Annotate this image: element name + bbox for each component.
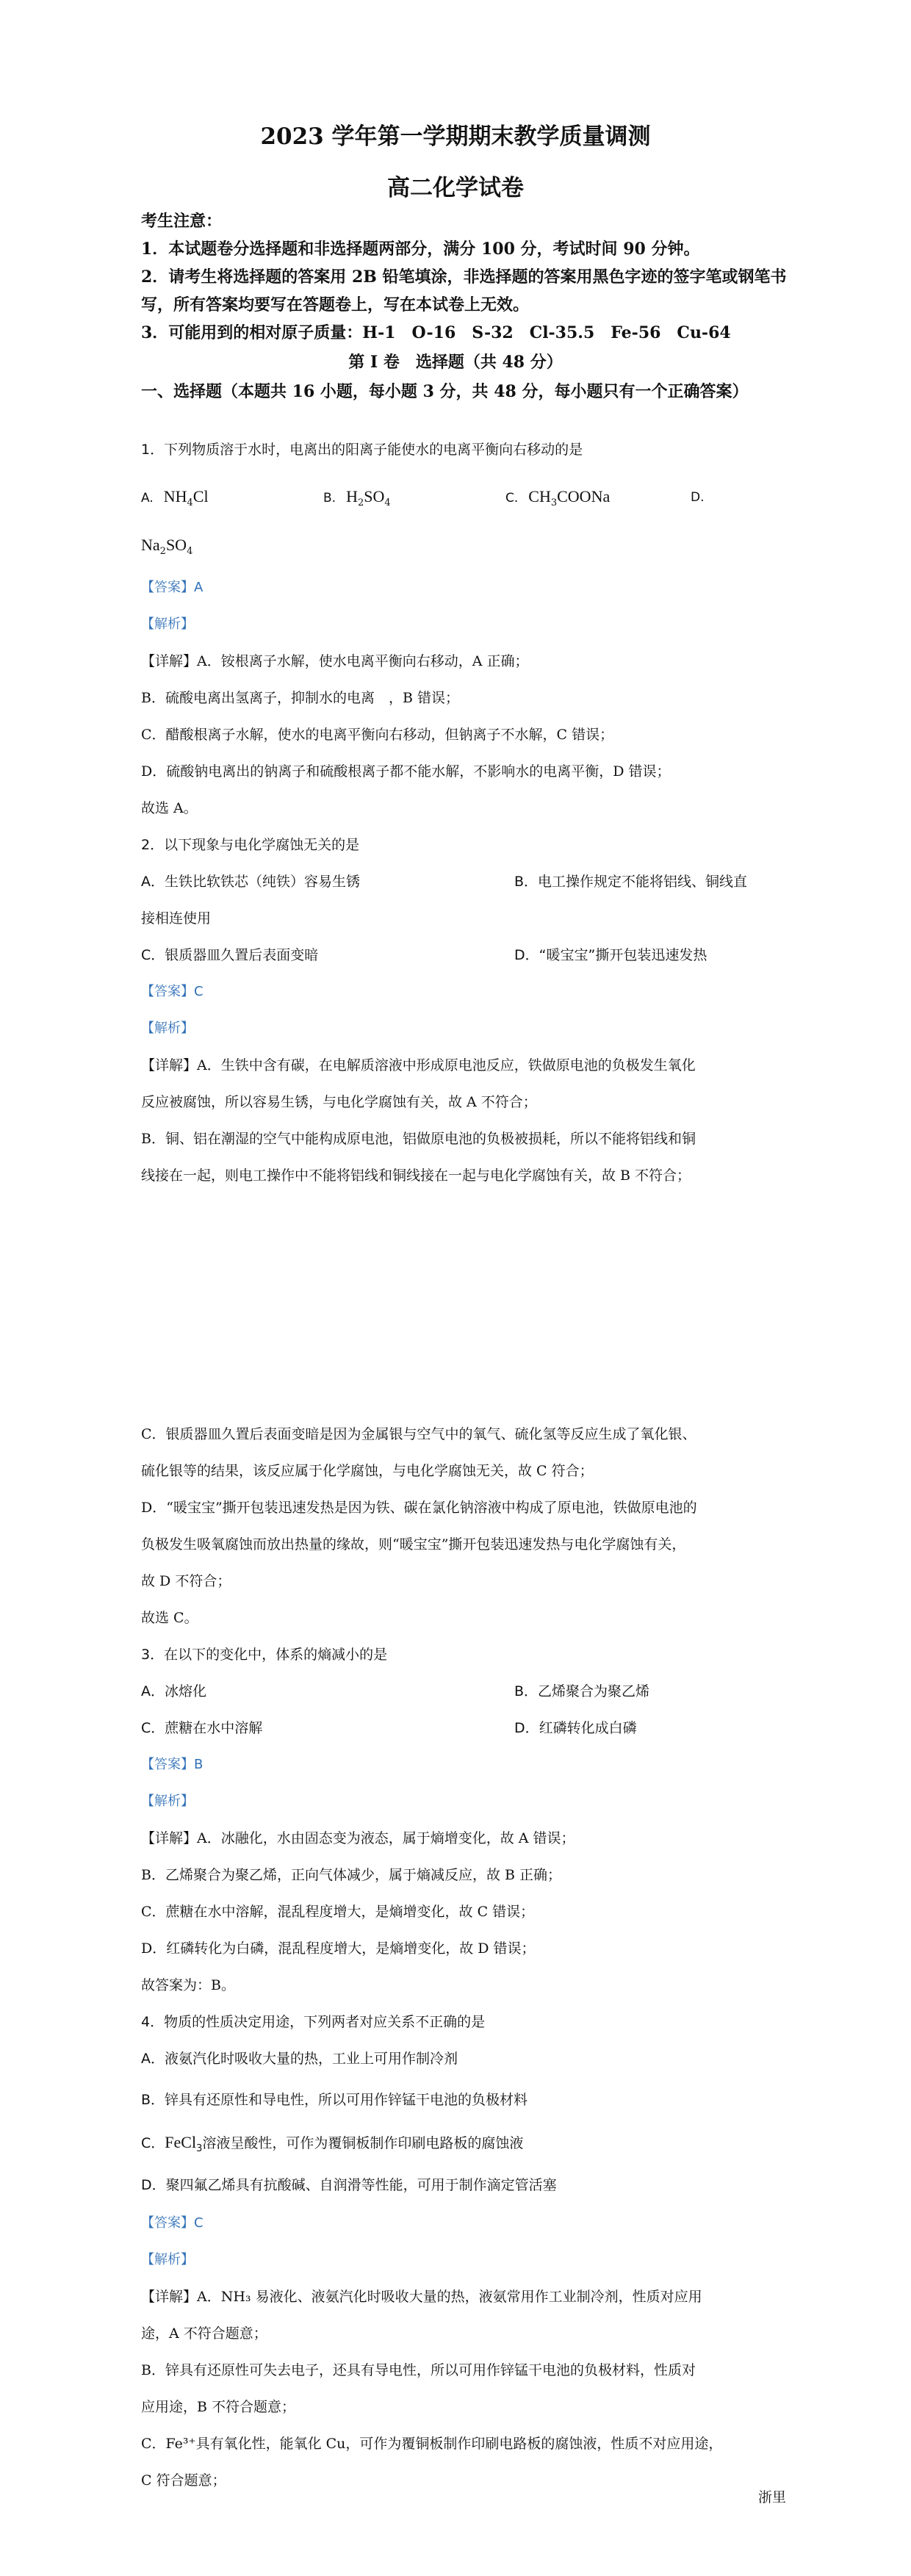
- q2-detail-1b: 反应被腐蚀，所以容易生锈，与电化学腐蚀有关，故 A 不符合；: [141, 1094, 537, 1110]
- q2-detail-4c: 故 D 不符合；: [141, 1573, 231, 1589]
- q4-detail-3b: C 符合题意；: [141, 2472, 226, 2489]
- q1-detail-2: B．硫酸电离出氢离子，抑制水的电离 ，B 错误；: [141, 690, 459, 706]
- notice-item-2: 2．请考生将选择题的答案用 2B 铅笔填涂，非选择题的答案用黑色字迹的签字笔或钢笔书写，所有答案均要写在答题卷上，写在本试卷上无效。: [141, 267, 787, 314]
- q3-stem: 3．在以下的变化中，体系的熵减小的是: [141, 1647, 388, 1663]
- q2-detail-4: D．“暖宝宝”撕开包装迅速发热是因为铁、碳在氯化钠溶液中构成了原电池，铁做原电池的: [141, 1500, 697, 1516]
- q4-stem: 4．物质的性质决定用途，下列两者对应关系不正确的是: [141, 2014, 486, 2030]
- q3-option-a: A．冰熔化: [141, 1683, 206, 1699]
- q4-detail-1: 【详解】A．NH₃ 易液化、液氨汽化时吸收大量的热，液氨常用作工业制冷剂，性质对应用: [141, 2289, 702, 2305]
- q3-detail-3: C．蔗糖在水中溶解，混乱程度增大，是熵增变化，故 C 错误；: [141, 1904, 535, 1920]
- q4-analysis-label: 【解析】: [141, 2252, 194, 2267]
- q4-detail-1b: 途，A 不符合题意；: [141, 2325, 267, 2342]
- q1-option-d: $Na_2SO_4$: [141, 536, 193, 557]
- q2-detail-2: B．铜、铝在潮湿的空气中能构成原电池，铝做原电池的负极被损耗，所以不能将铝线和铜: [141, 1131, 696, 1147]
- q2-answer: 【答案】C: [141, 984, 204, 999]
- q3-analysis-label: 【解析】: [141, 1794, 194, 1809]
- q1-analysis-label: 【解析】: [141, 616, 194, 632]
- q2-option-b: B．电工操作规定不能将铝线、铜线直: [514, 874, 748, 890]
- q2-option-a: A．生铁比软铁芯（纯铁）容易生锈: [141, 874, 360, 890]
- q1-option-c: C. $CH_3COONa$: [505, 487, 611, 508]
- q2-detail-4b: 负极发生吸氧腐蚀而放出热量的缘故，则“暖宝宝”撕开包装迅速发热与电化学腐蚀有关，: [141, 1536, 686, 1553]
- part-title: 一、选择题（本题共 16 小题，每小题 3 分，共 48 分，每小题只有一个正确答案）: [141, 382, 749, 401]
- exam-subtitle: 高二化学试卷: [387, 175, 524, 201]
- q3-detail-4: D．红磷转化为白磷，混乱程度增大，是熵增变化，故 D 错误；: [141, 1940, 536, 1957]
- q1-option-a: A. $NH_4Cl$: [141, 487, 209, 508]
- q4-option-c: C．FeCl$_3$溶液呈酸性，可作为覆铜板制作印刷电路板的腐蚀液: [141, 2133, 524, 2154]
- q3-option-b: B．乙烯聚合为聚乙烯: [514, 1683, 650, 1699]
- notice-item-3: 3．可能用到的相对原子质量：H-1 O-16 S-32 Cl-35.5 Fe-56 Cu-64: [141, 323, 731, 342]
- notice-heading: 考生注意：: [141, 212, 223, 231]
- q2-option-d: D．“暖宝宝”撕开包装迅速发热: [514, 947, 707, 963]
- q4-option-d: D．聚四氟乙烯具有抗酸碱、自润滑等性能，可用于制作滴定管活塞: [141, 2177, 557, 2193]
- exam-title: 2023 学年第一学期期末教学质量调测: [260, 123, 651, 150]
- q4-option-b: B．锌具有还原性和导电性，所以可用作锌锰干电池的负极材料: [141, 2092, 528, 2108]
- section-title: 第 I 卷 选择题（共 48 分）: [348, 353, 563, 372]
- q2-detail-3b: 硫化银等的结果，该反应属于化学腐蚀，与电化学腐蚀无关，故 C 符合；: [141, 1463, 594, 1479]
- q3-answer: 【答案】B: [141, 1757, 204, 1772]
- q4-detail-3: C．Fe³⁺具有氧化性，能氧化 Cu，可作为覆铜板制作印刷电路板的腐蚀液，性质不对应用途，: [141, 2436, 723, 2452]
- q2-option-b-cont: 接相连使用: [141, 910, 212, 927]
- q4-option-a: A．液氨汽化时吸收大量的热，工业上可用作制冷剂: [141, 2051, 458, 2067]
- q4-detail-2b: 应用途，B 不符合题意；: [141, 2399, 296, 2415]
- q4-detail-2: B．锌具有还原性可失去电子，还具有导电性，所以可用作锌锰干电池的负极材料，性质对: [141, 2362, 696, 2378]
- q1-stem: 1．下列物质溶于水时，电离出的阳离子能使水的电离平衡向右移动的是: [141, 442, 583, 458]
- q1-detail-4: D．硫酸钠电离出的钠离子和硫酸根离子都不能水解，不影响水的电离平衡，D 错误；: [141, 763, 671, 780]
- q2-analysis-label: 【解析】: [141, 1021, 194, 1036]
- notice-block: [141, 207, 788, 347]
- q3-detail-5: 故答案为：B。: [141, 1977, 235, 1993]
- q1-detail-3: C．醋酸根离子水解，使水的电离平衡向右移动，但钠离子不水解，C 错误；: [141, 727, 614, 743]
- q1-detail-5: 故选 A。: [141, 800, 198, 816]
- q4-answer: 【答案】C: [141, 2215, 204, 2231]
- q2-stem: 2．以下现象与电化学腐蚀无关的是: [141, 837, 360, 853]
- q2-detail-3: C．银质器皿久置后表面变暗是因为金属银与空气中的氧气、硫化氢等反应生成了氧化银、: [141, 1426, 696, 1442]
- q3-option-d: D．红磷转化成白磷: [514, 1720, 637, 1736]
- q3-detail-2: B．乙烯聚合为聚乙烯，正向气体减少，属于熵减反应，故 B 正确；: [141, 1867, 562, 1883]
- q1-option-d-label: D.: [691, 490, 705, 505]
- q1-answer: 【答案】A: [141, 580, 204, 595]
- q2-detail-1: 【详解】A．生铁中含有碳，在电解质溶液中形成原电池反应，铁做原电池的负极发生氧化: [141, 1057, 696, 1073]
- q1-option-b: B. $H_2SO_4$: [323, 487, 391, 508]
- q2-option-c: C．银质器皿久置后表面变暗: [141, 947, 319, 963]
- q3-detail-1: 【详解】A．冰融化，水由固态变为液态，属于熵增变化，故 A 错误；: [141, 1830, 575, 1846]
- footer-watermark: 浙里: [757, 2489, 786, 2505]
- q1-detail-1: 【详解】A．铵根离子水解，使水电离平衡向右移动，A 正确；: [141, 653, 529, 669]
- q2-detail-2b: 线接在一起，则电工操作中不能将铝线和铜线接在一起与电化学腐蚀有关，故 B 不符合；: [141, 1168, 691, 1184]
- q3-option-c: C．蔗糖在水中溶解: [141, 1720, 263, 1736]
- q2-detail-5: 故选 C。: [141, 1610, 198, 1626]
- notice-item-1: 1．本试题卷分选择题和非选择题两部分，满分 100 分，考试时间 90 分钟。: [141, 240, 700, 259]
